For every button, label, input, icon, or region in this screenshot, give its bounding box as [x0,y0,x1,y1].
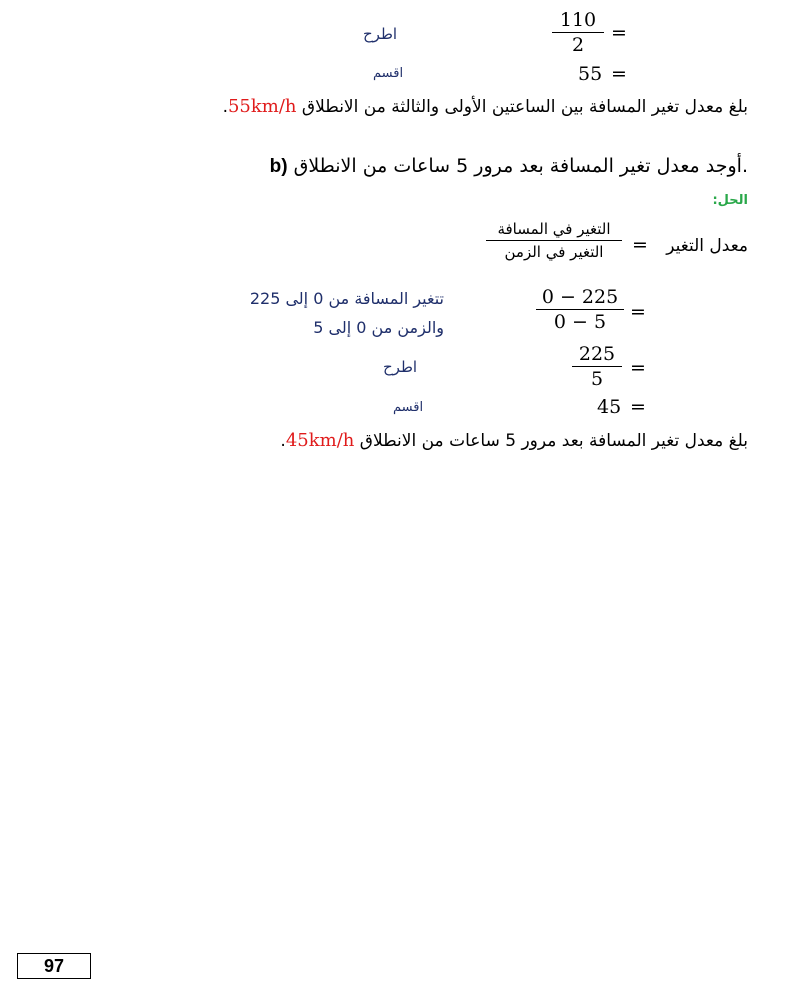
denominator: 0 − 5 [553,311,607,333]
numerator: التغير في المسافة [497,220,611,238]
denominator: 2 [571,34,585,56]
result-value: 45 [597,396,622,418]
conclusion-text: بلغ معدل تغير المسافة بين الساعتين الأولى والثالثة من الانطلاق [301,97,748,117]
numerator: 0 − 225 [541,286,619,308]
numerator: 225 [578,343,616,365]
denominator: التغير في الزمن [504,243,604,261]
question-label: b) [269,156,288,177]
result-value: 55 [578,63,603,85]
conclusion-text: بلغ معدل تغير المسافة بعد مرور 5 ساعات من الانطلاق [359,431,748,451]
step-note-distance-change: تتغير المسافة من 0 إلى 225 [249,289,444,308]
fraction-differences [536,285,624,334]
equals-sign: = [611,22,627,44]
step-note-subtract: اطرح [383,358,418,376]
equals-sign: = [630,301,646,323]
conclusion-period: . [280,431,286,451]
conclusion-period: . [222,97,228,117]
solution-label: الحل: [712,193,748,208]
conclusion-value: 45km/h [285,430,355,451]
numerator: 110 [559,9,597,31]
denominator: 5 [590,368,604,390]
rate-definition-fraction [486,218,622,263]
question-text: أوجد معدل تغير المسافة بعد مرور 5 ساعات من الانطلاق. [293,155,748,177]
conclusion-b [280,430,748,451]
page-number: 97 [17,953,91,979]
equals-sign: = [632,234,648,256]
equals-sign: = [611,63,627,85]
fraction-225-over-5 [572,342,622,391]
conclusion-a [223,96,748,117]
equals-sign: = [630,357,646,379]
step-note-divide: اقسم [393,400,424,415]
step-note-subtract: اطرح [363,25,398,43]
fraction-110-over-2 [552,8,604,57]
question-b [270,155,748,178]
rate-of-change-label: معدل التغير [666,236,748,256]
step-note-divide: اقسم [373,66,404,81]
equals-sign: = [630,396,646,418]
step-note-time-change: والزمن من 0 إلى 5 [313,318,444,337]
conclusion-value: 55km/h [227,96,297,117]
